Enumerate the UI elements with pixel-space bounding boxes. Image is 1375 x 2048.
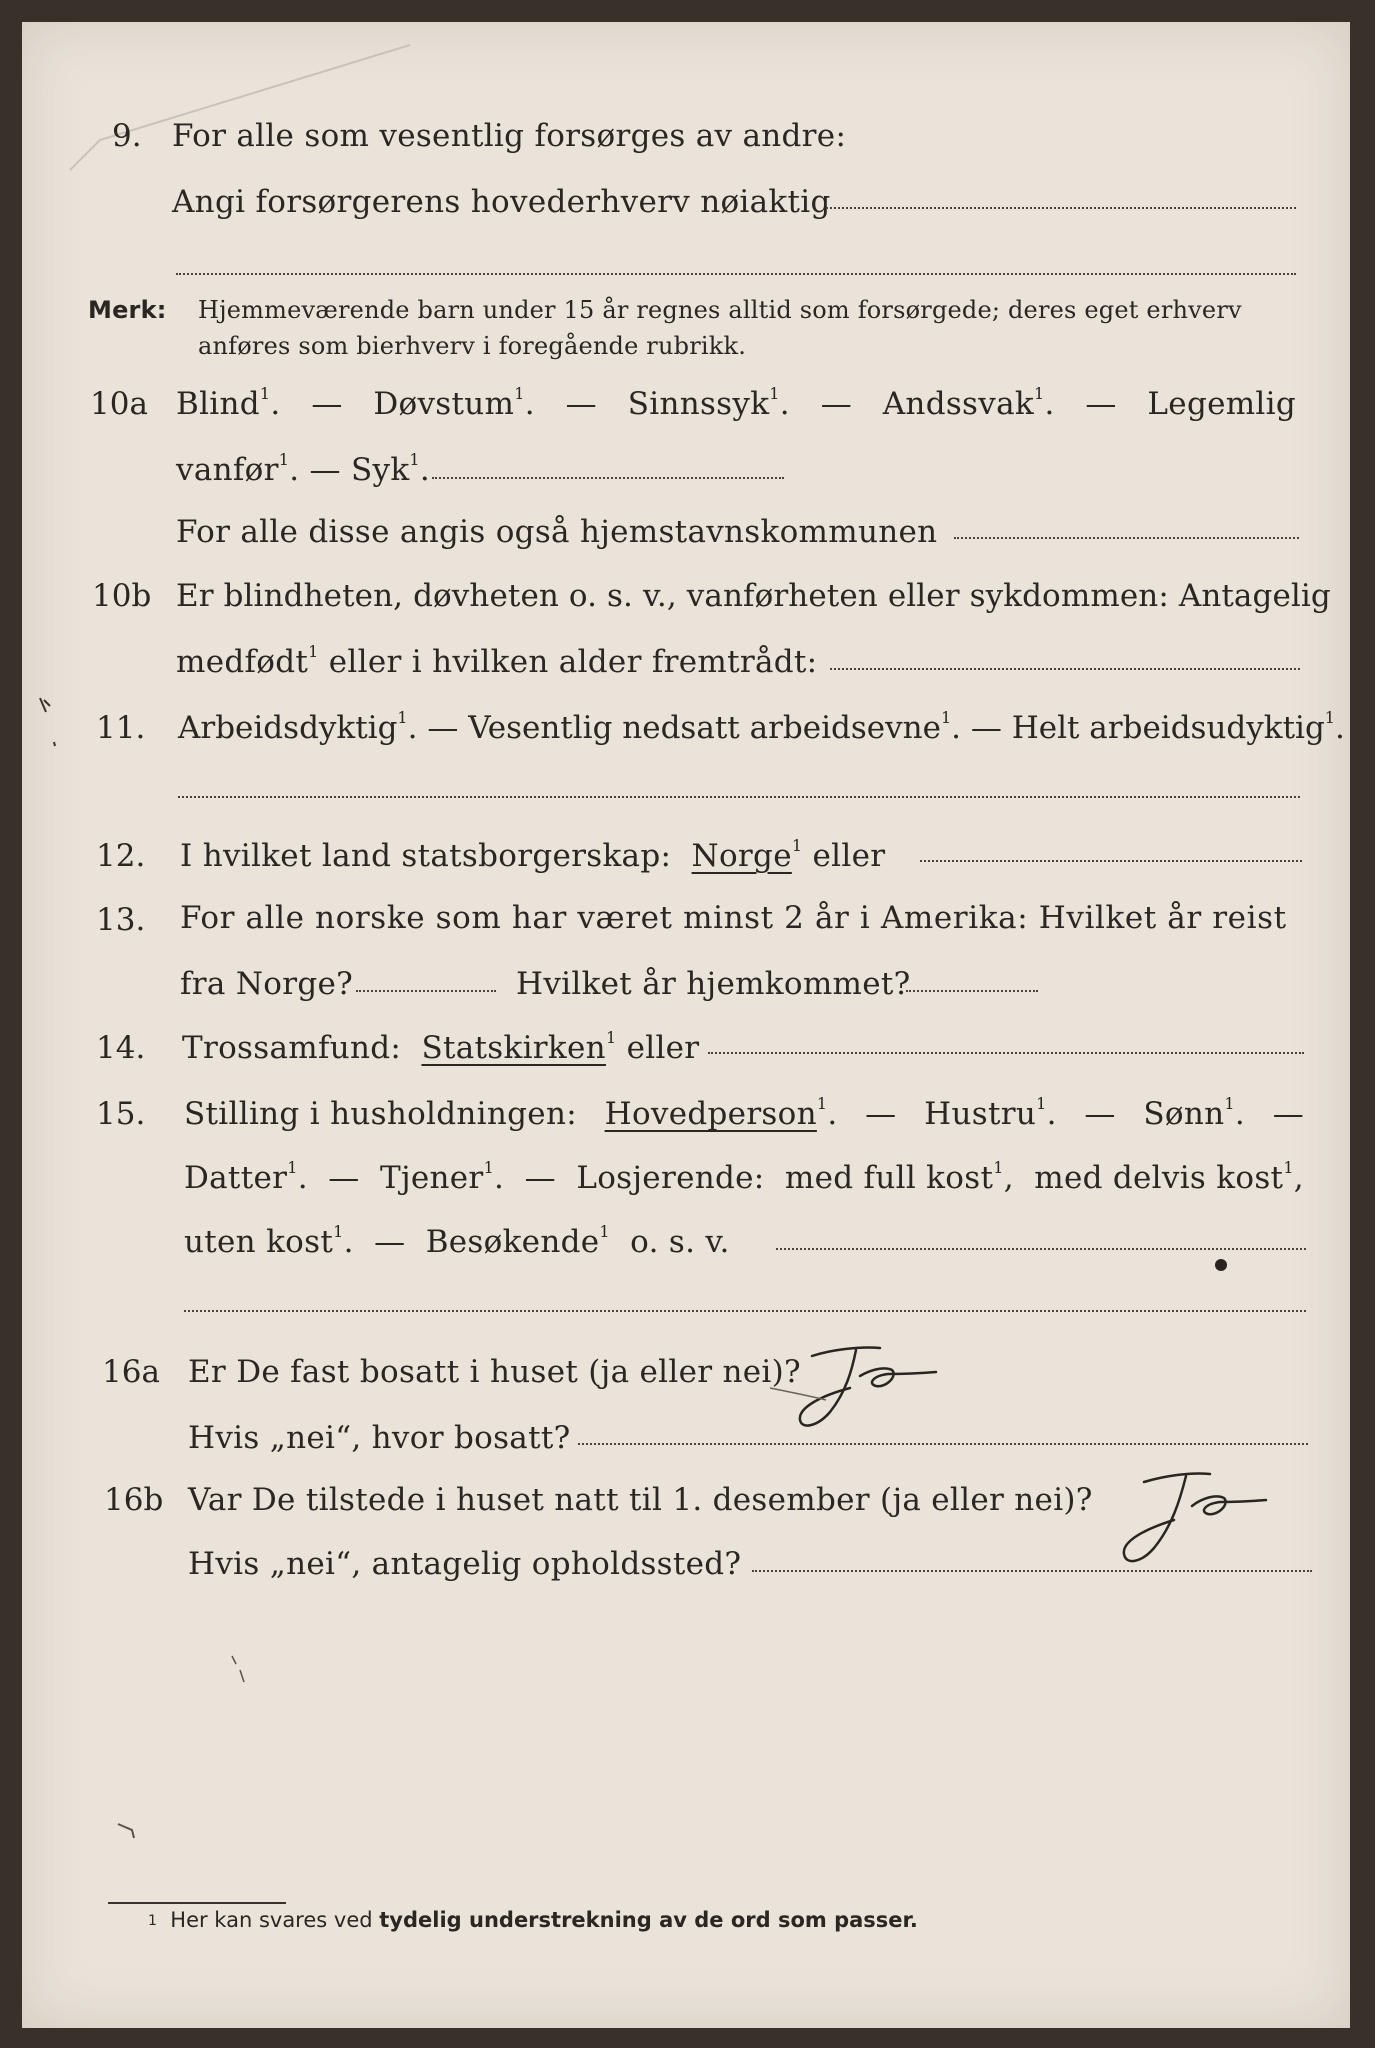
q15-answer-line1[interactable] [776,1248,1306,1250]
q10a-vanfor[interactable]: vanfør [176,452,279,488]
q10a-andssvak[interactable]: Andssvak [882,386,1034,422]
q9-answer-line2[interactable] [176,273,1296,275]
q10a-line3: For alle disse angis også hjemstavnskommunen [176,514,938,550]
q16b-line2: Hvis „nei“, antagelig opholdssted? [188,1546,742,1582]
q14-number: 14. [96,1030,146,1066]
q15-hustru[interactable]: Hustru [924,1096,1037,1132]
q11-number: 11. [96,710,146,746]
footnote-rule [108,1902,286,1904]
q10a-sinnssyk[interactable]: Sinnssyk [627,386,770,422]
q10a-line2: vanfør$^1$. — Syk$^1$. [176,450,431,488]
q16a-line1: Er De fast bosatt i huset (ja eller nei)? [188,1354,801,1390]
q16b-line1: Var De tilstede i huset natt til 1. desember (ja eller nei)? [188,1482,1093,1518]
q13-number: 13. [96,902,146,938]
q16a-line2: Hvis „nei“, hvor bosatt? [188,1420,571,1456]
q10a-kommune-line[interactable] [954,537,1299,539]
q9-line1: For alle som vesentlig forsørges av andre: [172,118,847,154]
q16a-number: 16a [102,1354,160,1390]
stray-mark [226,1652,256,1692]
q13-line1: For alle norske som har været minst 2 år i Amerika: Hvilket år reist [180,900,1287,936]
q13-fra: fra Norge? [180,966,354,1002]
q9-number: 9. [112,118,142,154]
q13-hjem: Hvilket år hjemkommet? [516,966,911,1002]
q11-answer-line[interactable] [178,796,1300,798]
paper-crease [60,40,420,180]
q10a-dovstum[interactable]: Døvstum [373,386,515,422]
q10b-medfodt[interactable]: medfødt [176,644,309,680]
q16a-answer-line[interactable] [578,1443,1308,1445]
q15-line2: Datter$^1$. — Tjener$^1$. — Losjerende: med full kost$^1$, med delvis kost$^1$, [184,1158,1304,1196]
margin-mark [32,692,62,752]
q9-answer-line1[interactable] [826,207,1296,209]
q9-line2: Angi forsørgerens hovederhverv nøiaktig [172,184,831,220]
q15-besokende[interactable]: Besøkende [425,1224,600,1260]
q14-answer-line[interactable] [708,1052,1304,1054]
merk-label: Merk: [88,296,167,324]
q11-line: Arbeidsdyktig$^1$. — Vesentlig nedsatt arbeidsevne$^1$. — Helt arbeidsudyktig$^1$. [178,708,1345,746]
q13-reist-line[interactable] [356,990,496,992]
q16b-number: 16b [104,1482,164,1518]
q15-datter[interactable]: Datter [184,1160,288,1196]
q15-tjener[interactable]: Tjener [379,1160,484,1196]
q14-statskirken[interactable]: Statskirken [421,1030,606,1066]
q16a-handwritten-ja [760,1330,980,1440]
q10b-line2: medfødt$^1$ eller i hvilken alder fremtrådt: [176,642,818,680]
q10a-legemlig[interactable]: Legemlig [1147,386,1296,422]
q15-delviskost[interactable]: med delvis kost [1034,1160,1284,1196]
q10a-syk[interactable]: Syk [350,452,410,488]
ink-spot [1214,1258,1228,1272]
q12-norge[interactable]: Norge [691,838,792,874]
q11-arbeidsdyktig[interactable]: Arbeidsdyktig [178,710,398,746]
q15-fullkost[interactable]: med full kost [784,1160,994,1196]
q15-utenkost[interactable]: uten kost [184,1224,334,1260]
q10b-number: 10b [92,578,152,614]
q15-hovedperson[interactable]: Hovedperson [604,1096,817,1132]
q10a-blind[interactable]: Blind [176,386,260,422]
q10a-line1: Blind$^1$. — Døvstum$^1$. — Sinnssyk$^1$. — Andssvak$^1$. — Legemlig [176,384,1296,422]
q12-answer-line[interactable] [920,860,1302,862]
q11-udyktig[interactable]: Helt arbeidsudyktig [1011,710,1325,746]
q15-number: 15. [96,1096,146,1132]
q10a-number: 10a [90,386,148,422]
q11-nedsatt[interactable]: Vesentlig nedsatt arbeidsevne [468,710,941,746]
q12-line: I hvilket land statsborgerskap: Norge$^1$ eller [180,836,886,874]
q10b-line1: Er blindheten, døvheten o. s. v., vanførheten eller sykdommen: Antagelig [176,578,1331,614]
merk-line2: anføres som bierhverv i foregående rubrikk. [198,332,747,360]
q14-line: Trossamfund: Statskirken$^1$ eller [182,1028,700,1066]
q12-number: 12. [96,838,146,874]
q10a-answer-line[interactable] [432,477,784,479]
q15-line1: Stilling i husholdningen: Hovedperson$^1$. — Hustru$^1$. — Sønn$^1$. — [184,1094,1304,1132]
q15-line3: uten kost$^1$. — Besøkende$^1$ o. s. v. [184,1222,730,1260]
q13-hjem-line[interactable] [906,990,1038,992]
stray-mark [112,1818,142,1848]
q15-answer-line2[interactable] [184,1310,1306,1312]
footnote: 1 Her kan svares ved tydelig understrekning av de ord som passer. [148,1908,918,1932]
merk-line1: Hjemmeværende barn under 15 år regnes alltid som forsørgede; deres eget erhverv [198,296,1242,324]
q10b-answer-line[interactable] [830,668,1300,670]
q16b-handwritten-ja [1080,1454,1300,1574]
q15-sonn[interactable]: Sønn [1143,1096,1225,1132]
